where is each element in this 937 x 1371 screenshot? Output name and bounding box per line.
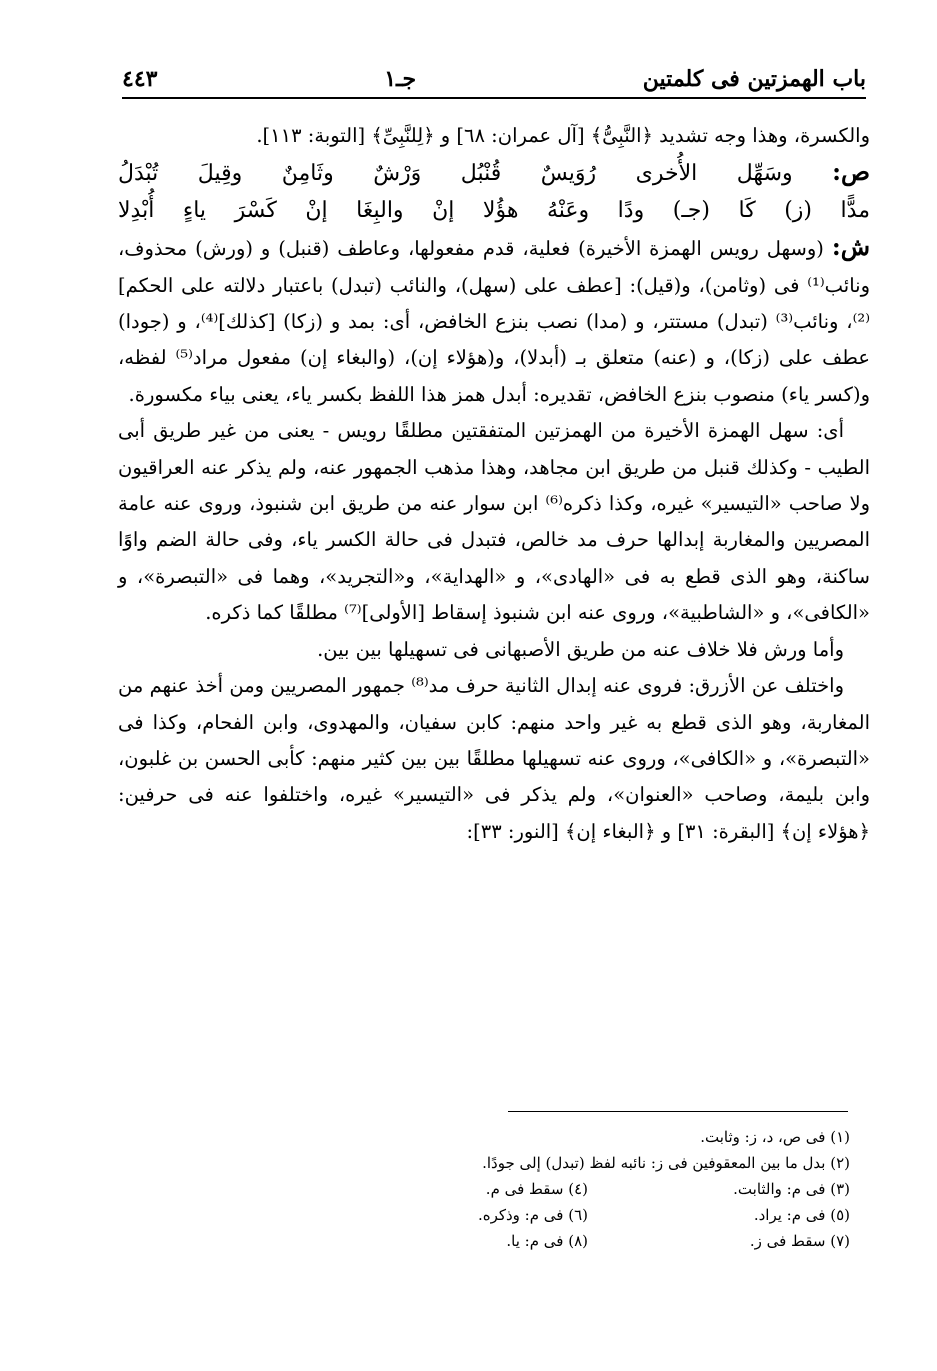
volume-label: جـ١ <box>384 66 417 92</box>
footnote-2: (٢) بدل ما بين المعقوفين فى ز: نائبه لفظ (تبدل) إلى جودًا. <box>482 1154 850 1172</box>
running-header <box>122 56 866 92</box>
verse-label: ص: <box>832 157 870 187</box>
footnote-row-5-6 <box>150 1202 850 1228</box>
footnote-1: (١) فى ص، د، ز: وثابت. <box>700 1128 850 1146</box>
footnote-7: (٧) سقط فى ز. <box>749 1232 850 1250</box>
verse-line-2: مدًّا (ز) كَا (جـ) ودًا وعَنْهُ هؤُلا إنْ والبِغَا إنْ كَسْرَ ياءٍ أُبْدِلا <box>118 197 870 223</box>
paragraph-4: واختلف عن الأزرق: فروى عنه إبدال الثانية حرف مد⁽⁸⁾ جمهور المصريين ومن أخذ عنهم من المغاربة، وهو الذى قطع به غير واحد منهم: كابن سفيان، والمهدوى، وابن الفحام، وكذا فى «التبصرة»، و «الكافى»، وروى عنه تسهيلها مطلقًا بين بين كثير منهم: كأبى الحسن بن غلبون، وابن بليمة، وصاحب «العنوان»، ولم يذكر فى «التيسير» غيره، واختلفوا عنه فى حرفين: ﴿هؤلاء إن﴾ [البقرة: ٣١] و ﴿البغاء إن﴾ [النور: ٣٣]: <box>118 674 870 843</box>
footnote-4: (٤) سقط فى م. <box>485 1180 588 1198</box>
footnote-5: (٥) فى م: يراد. <box>753 1206 850 1224</box>
verse-line-1-text: وسَهِّل الأُخرى رُوَيسٌ قُنْبُل وَرْشٌ وثَامِنٌ وقِيلَ تُبْدَلُ <box>118 161 793 187</box>
footnote-3: (٣) فى م: والثابت. <box>733 1180 850 1198</box>
footnote-row-7-8 <box>150 1228 850 1254</box>
verse-line-1 <box>118 154 870 192</box>
footnote-row-3-4 <box>150 1176 850 1202</box>
sharh-paragraph <box>118 229 870 413</box>
footnote-6: (٦) فى م: وذكره. <box>477 1206 588 1224</box>
sharh-text: (وسهل رويس الهمزة الأخيرة) فعلية، قدم مفعولها، وعاطف (قنبل) و (ورش) محذوف، ونائب⁽¹⁾ فى (وثامن)، و(قيل): [عطف على (سهل)، والنائب (تبدل) باعتبار دلالته على الحكم]⁽²⁾، ونائب⁽³⁾ (تبدل) مستتر، و (مدا) نصب بنزع الخافض، أى: بمد و (زكا) [كذلك]⁽⁴⁾، و (جودا) عطف على (زكا)، و (عنه) متعلق بـ (أبدلا)، و(هؤلاء إن)، (والبغاء إن) مفعول مراد⁽⁵⁾ لفظه، و(كسر ياء) منصوب بنزع الخافض، تقديره: أبدل همز هذا اللفظ بكسر ياء، يعنى بياء مكسورة. <box>118 237 870 406</box>
paragraph-3: وأما ورش فلا خلاف عنه من طريق الأصبهانى فى تسهيلها بين بين. <box>317 637 844 661</box>
main-text <box>118 118 870 850</box>
paragraph-2: أى: سهل الهمزة الأخيرة من الهمزتين المتفقتين مطلقًا رويس - يعنى من غير طريق أبى الطيب - وكذلك قنبل من طريق ابن مجاهد، وهذا مذهب الجمهور عنه، ولم يذكر عنه العراقيون ولا صاحب «التيسير» غيره، وكذا ذكره⁽⁶⁾ ابن سوار عنه من طريق ابن شنبوذ، وروى عنه عامة المصريين والمغاربة إبدالها حرف مد خالص، فتبدل فى حالة الكسر ياء، وفى حالة الضم واوًا ساكنة، وهو الذى قطع به فى «الهادى»، و «الهداية»، و«التجريد»، وهما فى «التبصرة»، و «الكافى»، و «الشاطبية»، وروى عنه ابن شنبوذ إسقاط [الأولى]⁽⁷⁾ مطلقًا كما ذكره. <box>118 419 870 625</box>
chapter-title: باب الهمزتين فى كلمتين <box>642 66 866 92</box>
sharh-label: ش: <box>831 232 871 262</box>
page-number: ٤٤٣ <box>122 66 158 92</box>
header-rule <box>122 97 866 99</box>
footnote-8: (٨) فى م: يا. <box>506 1232 588 1250</box>
opening-line: والكسرة، وهذا وجه تشديد ﴿النَّبِىُّ﴾ [آل عمران: ٦٨] و ﴿لِلنَّبِىِّ﴾ [التوبة: ١١٣]. <box>256 124 870 147</box>
footnote-rule <box>508 1111 848 1112</box>
footnotes <box>150 1124 850 1254</box>
